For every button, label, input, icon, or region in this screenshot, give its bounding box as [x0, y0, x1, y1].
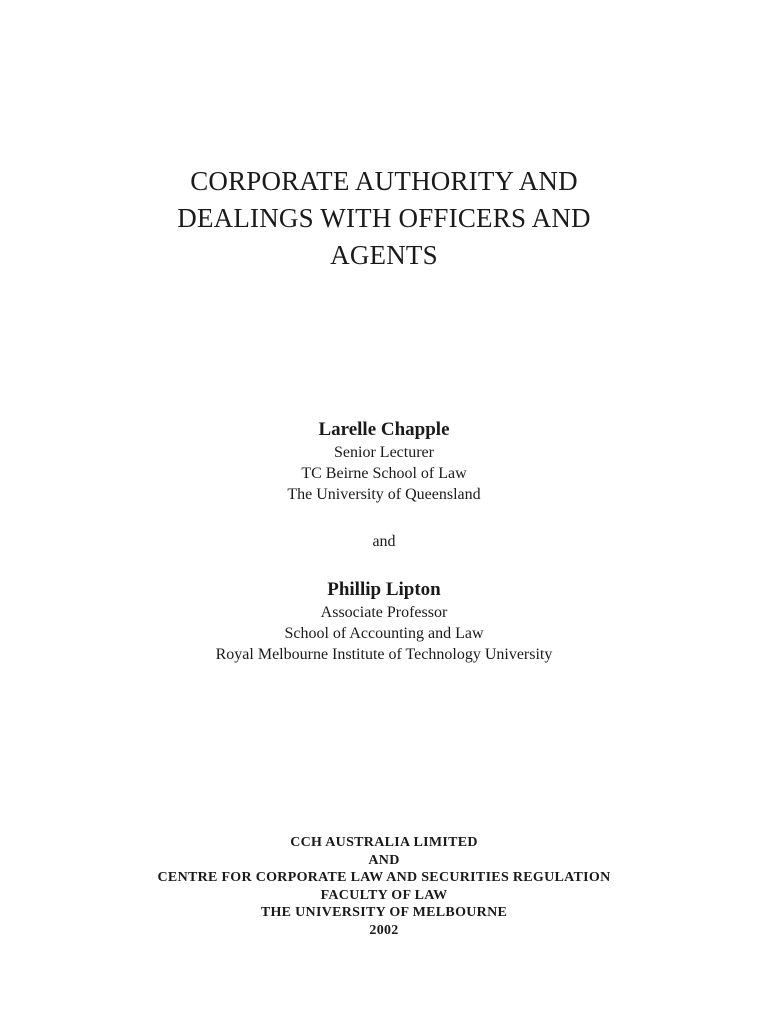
- author-conjunction: and: [372, 533, 396, 550]
- author-school: TC Beirne School of Law: [301, 465, 467, 482]
- title-line: DEALINGS WITH OFFICERS AND: [177, 203, 591, 233]
- publisher-block: [0, 834, 768, 939]
- author-position: Senior Lecturer: [334, 444, 434, 461]
- author-name: Larelle Chapple: [318, 419, 450, 440]
- title-line: CORPORATE AUTHORITY AND: [190, 166, 578, 196]
- author-name: Phillip Lipton: [327, 579, 441, 600]
- author-school: School of Accounting and Law: [284, 625, 484, 642]
- publisher-line: AND: [368, 852, 400, 868]
- publisher-line: FACULTY OF LAW: [320, 887, 448, 903]
- document-title: [0, 163, 768, 274]
- publisher-line: CENTRE FOR CORPORATE LAW AND SECURITIES REGULATION: [157, 870, 611, 885]
- publisher-line: THE UNIVERSITY OF MELBOURNE: [260, 905, 508, 920]
- publication-year: 2002: [369, 922, 399, 938]
- publisher-line: CCH AUSTRALIA LIMITED: [290, 835, 478, 850]
- author-university: The University of Queensland: [287, 486, 481, 503]
- author-university: Royal Melbourne Institute of Technology University: [215, 646, 553, 663]
- author-position: Associate Professor: [320, 604, 448, 621]
- author-block-chapple: [0, 418, 768, 505]
- author-block-lipton: [0, 578, 768, 665]
- title-line: AGENTS: [330, 240, 438, 270]
